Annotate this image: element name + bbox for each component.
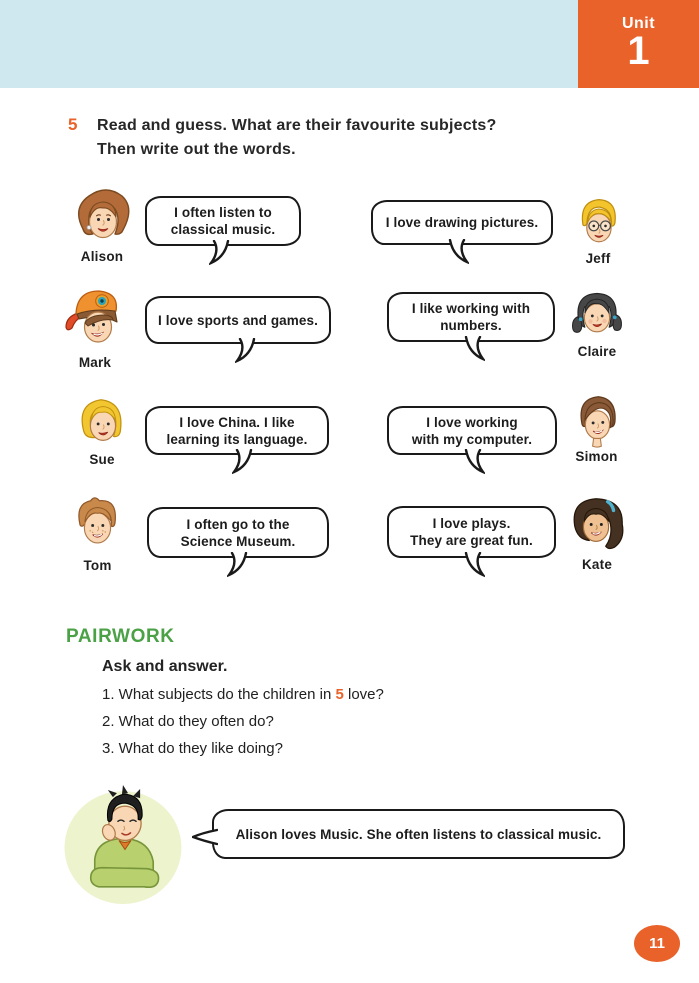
simon-name: Simon (575, 449, 618, 464)
tom-bubble (147, 507, 329, 558)
tom-name: Tom (83, 558, 112, 573)
example-bubble (212, 809, 625, 859)
bubble-tail (192, 826, 218, 848)
alison-bubble (145, 196, 301, 246)
sue-bubble-line1: I love China. I like (179, 414, 295, 430)
unit-label: Unit (621, 15, 656, 32)
mark-name: Mark (78, 355, 112, 370)
kate-bubble-line1: I love plays. (432, 516, 511, 531)
kate-avatar (564, 491, 630, 555)
alison-name: Alison (80, 249, 124, 264)
simon-bubble-line2: with my computer. (411, 431, 533, 447)
exercise-title-line1: Read and guess. What are their favourite subjects? (97, 117, 497, 134)
jeff-bubble-line1: I love drawing pictures. (385, 215, 539, 230)
jeff-name: Jeff (585, 251, 611, 266)
sue-bubble (145, 406, 329, 455)
pairwork-question-3 (102, 740, 283, 757)
simon-avatar (568, 389, 625, 451)
alison-bubble-line1: I often listen to (174, 205, 272, 220)
kate-bubble (387, 506, 556, 558)
kate-bubble-line2: They are great fun. (410, 533, 533, 548)
question-text: love? (343, 686, 384, 703)
pairwork-instruction: Ask and answer. (102, 658, 228, 675)
exercise-title (97, 114, 577, 162)
kate-name: Kate (581, 557, 613, 572)
simon-bubble-line1: I love working (426, 414, 518, 430)
mark-avatar (60, 284, 130, 356)
simon-bubble (387, 406, 557, 455)
bubble-tail (232, 449, 256, 475)
jeff-avatar (569, 194, 627, 254)
tom-avatar (66, 492, 129, 556)
bubble-tail (461, 552, 485, 578)
bubble-tail (235, 338, 259, 364)
unit-number: 1 (627, 29, 650, 73)
question-highlight: 5 (335, 686, 344, 703)
page-number-badge: 11 (634, 925, 680, 962)
tom-bubble-line1: I often go to the (186, 516, 290, 532)
jeff-bubble (371, 200, 553, 245)
bubble-tail (227, 552, 251, 578)
claire-bubble-line2: numbers. (440, 318, 502, 333)
bubble-tail (445, 239, 469, 265)
pairwork-question-2 (102, 713, 274, 730)
mark-bubble-line1: I love sports and games. (158, 312, 318, 328)
claire-name: Claire (577, 344, 617, 359)
bubble-tail (209, 240, 233, 266)
bubble-tail (461, 449, 485, 475)
tom-bubble-line2: Science Museum. (180, 533, 296, 549)
pairwork-question-1 (102, 686, 384, 703)
sue-bubble-line2: learning its language. (166, 431, 308, 447)
alison-bubble-line2: classical music. (170, 222, 276, 237)
exercise-title-line2: Then write out the words. (97, 141, 296, 158)
question-text: 1. What subjects do the children in (102, 686, 336, 703)
claire-avatar (566, 286, 628, 344)
question-text: 3. What do they like doing? (102, 740, 283, 757)
bubble-tail (461, 336, 485, 362)
example-bubble-text: Alison loves Music. She often listens to classical music. (235, 826, 602, 842)
unit-tab (578, 0, 699, 88)
alison-avatar (70, 186, 134, 250)
pairwork-heading: PAIRWORK (66, 626, 175, 647)
sue-avatar (72, 392, 132, 452)
question-text: 2. What do they often do? (102, 713, 274, 730)
claire-bubble-line1: I like working with (411, 301, 531, 316)
claire-bubble (387, 292, 555, 342)
mark-bubble (145, 296, 331, 344)
example-boy-illustration (60, 783, 192, 909)
sue-name: Sue (89, 452, 115, 467)
exercise-number: 5 (68, 115, 78, 134)
